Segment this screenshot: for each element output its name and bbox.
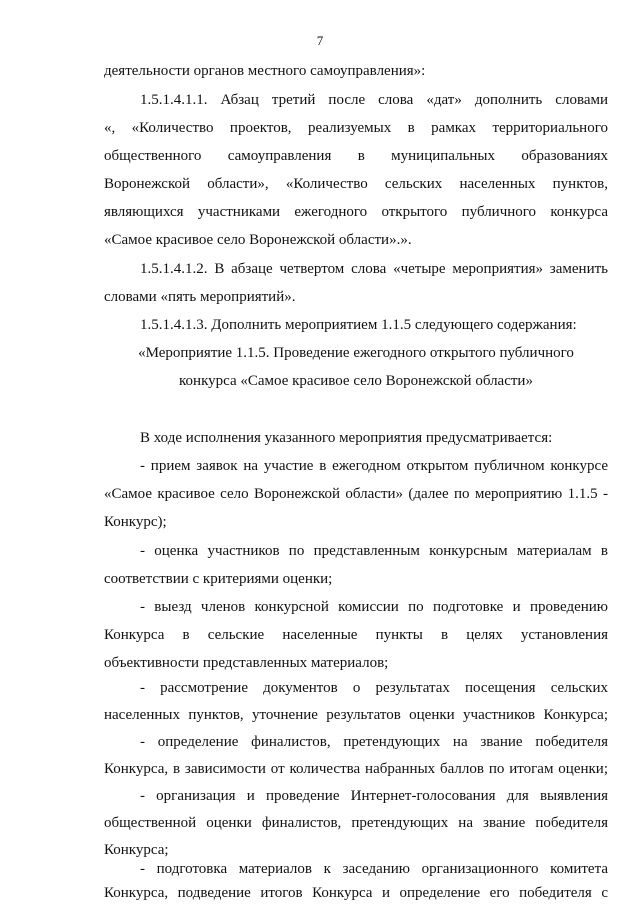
list-item: - выезд членов конкурсной комиссии по подготовке и проведению (140, 599, 608, 615)
text-line: В ходе исполнения указанного мероприятия предусматривается: (140, 430, 553, 446)
text-line: словами «пять мероприятий». (104, 289, 296, 305)
text-line: Воронежской области», «Количество сельских населенных пунктов, (104, 176, 608, 192)
text-line: общественной оценки финалистов, претендующих на звание победителя (104, 815, 608, 831)
text-line: «Самое красивое село Воронежской области».». (104, 232, 412, 248)
text-line: 1.5.1.4.1.3. Дополнить мероприятием 1.1.5 следующего содержания: (140, 317, 577, 333)
text-line: соответствии с критериями оценки; (104, 571, 333, 587)
text-line: Конкурса в сельские населенные пункты в целях установления (104, 627, 608, 643)
list-item: - оценка участников по представленным конкурсным материалам в (140, 543, 608, 559)
list-item: - прием заявок на участие в ежегодном открытом публичном конкурсе (140, 458, 608, 474)
text-line: объективности представленных материалов; (104, 655, 389, 671)
text-line: Конкурса, подведение итогов Конкурса и определение его победителя с (104, 885, 608, 901)
text-line: «, «Количество проектов, реализуемых в рамках территориального (104, 120, 608, 136)
list-item: - определение финалистов, претендующих на звание победителя (140, 734, 608, 750)
text-line: деятельности органов местного самоуправления»: (104, 63, 426, 79)
section-heading: «Мероприятие 1.1.5. Проведение ежегодного открытого публичного (138, 345, 574, 361)
text-line: 1.5.1.4.1.2. В абзаце четвертом слова «четыре мероприятия» заменить (140, 261, 608, 277)
text-line: Конкурс); (104, 514, 167, 530)
list-item: - рассмотрение документов о результатах посещения сельских (140, 680, 608, 696)
list-item: - организация и проведение Интернет-голосования для выявления (140, 788, 608, 804)
text-line: 1.5.1.4.1.1. Абзац третий после слова «дат» дополнить словами (140, 92, 608, 108)
text-line: населенных пунктов, уточнение результатов оценки участников Конкурса; (104, 707, 608, 723)
list-item: - подготовка материалов к заседанию организационного комитета (140, 861, 608, 877)
text-line: общественного самоуправления в муниципальных образованиях (104, 148, 608, 164)
text-line: являющихся участниками ежегодного открытого публичного конкурса (104, 204, 608, 220)
text-line: Конкурса; (104, 842, 169, 858)
section-heading: конкурса «Самое красивое село Воронежской области» (179, 373, 533, 389)
text-line: Конкурса, в зависимости от количества набранных баллов по итогам оценки; (104, 761, 608, 777)
page-number: 7 (316, 33, 324, 48)
text-line: «Самое красивое село Воронежской области» (далее по мероприятию 1.1.5 - (104, 486, 608, 502)
